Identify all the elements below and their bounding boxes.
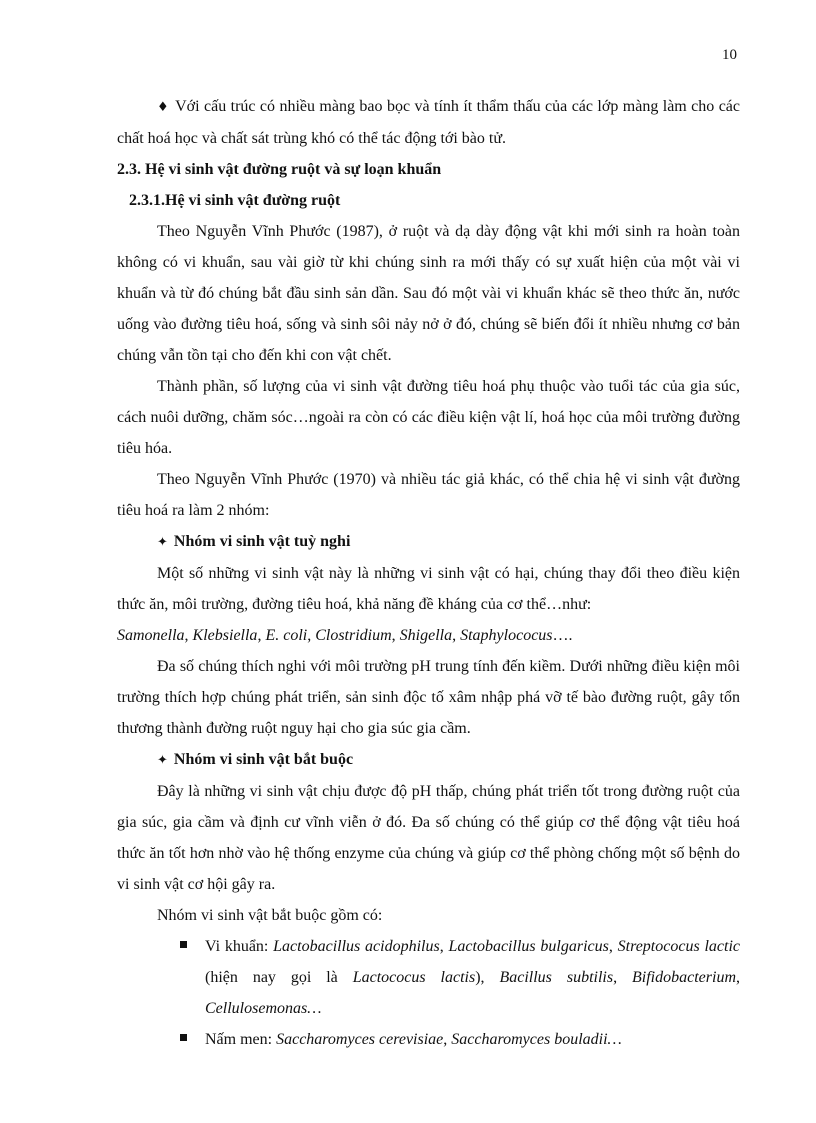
group-heading-facultative <box>117 526 740 558</box>
organism-list <box>117 931 740 1055</box>
square-bullet-icon <box>180 1034 187 1041</box>
list-text: ), <box>475 969 500 986</box>
list-item-prefix: Nấm men: <box>205 1031 273 1048</box>
group1-paragraph-b: Đa số chúng thích nghi với môi trường pH trung tính đến kiềm. Dưới những điều kiện môi trường thích hợp chúng phát triển, sản sinh độc tố xâm nhập phá vỡ tế bào đường ruột, gây tổn thương thành đường ruột nguy hại cho gia súc gia cầm. <box>117 658 740 737</box>
species-item: Shigella <box>399 627 453 644</box>
list-item-bacteria <box>177 931 740 1024</box>
bullet-paragraph <box>117 91 740 154</box>
group-heading-facultative-text: Nhóm vi sinh vật tuỳ nghi <box>173 533 351 550</box>
species-item: Lactobacillus bulgaricus <box>448 938 609 955</box>
species-item: Saccharomyces cerevisiae <box>276 1031 444 1048</box>
species-item: Lactococus lactis <box>352 969 476 986</box>
species-item: Saccharomyces bouladii… <box>451 1031 622 1048</box>
species-item: Samonella <box>117 627 185 644</box>
separator: , <box>736 969 740 986</box>
square-bullet-icon <box>180 941 187 948</box>
group2-paragraph-b: Nhóm vi sinh vật bắt buộc gồm có: <box>157 907 383 924</box>
group-heading-obligate-text: Nhóm vi sinh vật bắt buộc <box>173 751 354 768</box>
star-bullet-icon: ✦ <box>157 753 168 768</box>
separator: , <box>443 1031 452 1048</box>
separator: , <box>613 969 618 986</box>
species-item: Streptococus lactic <box>617 938 740 955</box>
group2-paragraph-a: Đây là những vi sinh vật chịu được độ pH thấp, chúng phát triển tốt trong đường ruột của gia súc, gia cầm và định cư vĩnh viễn ở đó. Đa số chúng có thể giúp cơ thể động vật tiêu hoá thức ăn tốt hơn nhờ vào hệ thống enzyme của chúng và giúp cơ thể phòng chống một số bệnh do vi sinh vật cơ hội gây ra. <box>117 783 740 893</box>
list-item-yeast <box>177 1024 740 1055</box>
paragraph-2: Thành phần, số lượng của vi sinh vật đường tiêu hoá phụ thuộc vào tuổi tác của gia súc, cách nuôi dưỡng, chăm sóc…ngoài ra còn có các điều kiện vật lí, hoá học của môi trường đường tiêu hóa. <box>117 378 740 457</box>
diamond-bullet-icon: ♦ <box>157 100 170 115</box>
species-item: Lactobacillus acidophilus <box>273 938 440 955</box>
species-item: Staphylococus <box>460 627 553 644</box>
paragraph-3: Theo Nguyễn Vĩnh Phước (1970) và nhiều tác giả khác, có thể chia hệ vi sinh vật đường tiêu hoá ra làm 2 nhóm: <box>117 471 740 519</box>
species-item: Bifidobacterium <box>632 969 736 986</box>
separator: , <box>439 938 444 955</box>
species-ellipsis: …. <box>552 627 573 644</box>
list-text: (hiện nay gọi là <box>205 969 353 986</box>
star-bullet-icon: ✦ <box>157 535 168 550</box>
section-heading-2-3: 2.3. Hệ vi sinh vật đường ruột và sự loạn khuẩn <box>117 161 442 178</box>
species-item: Bacillus subtilis <box>499 969 614 986</box>
species-item: E. coli <box>265 627 308 644</box>
group1-paragraph-a: Một số những vi sinh vật này là những vi sinh vật có hại, chúng thay đổi theo điều kiện thức ăn, môi trường, đường tiêu hoá, khả năng đề kháng của cơ thể…như: Samonella, Klebsiella, E. coli, Clostridium, Shigella, Staphylococus…. <box>117 565 740 644</box>
list-item-prefix: Vi khuẩn: <box>205 938 269 955</box>
bullet-paragraph-text: Với cấu trúc có nhiều màng bao bọc và tính ít thẩm thấu của các lớp màng làm cho các chất hoá học và chất sát trùng khó có thể tác động tới bào tử. <box>117 98 741 147</box>
species-item: Klebsiella <box>192 627 258 644</box>
separator: , <box>608 938 613 955</box>
page-number: 10 <box>722 47 737 63</box>
group1-para-a-text: Một số những vi sinh vật này là những vi sinh vật có hại, chúng thay đổi theo điều kiện thức ăn, môi trường, đường tiêu hoá, khả năng đề kháng của cơ thể…như: <box>117 565 740 613</box>
page-content <box>117 91 740 1055</box>
group-heading-obligate <box>117 744 740 776</box>
section-heading-2-3-1: 2.3.1.Hệ vi sinh vật đường ruột <box>129 192 341 209</box>
species-item: Cellulosemonas… <box>205 1000 322 1017</box>
species-item: Clostridium <box>315 627 392 644</box>
paragraph-1: Theo Nguyễn Vĩnh Phước (1987), ở ruột và dạ dày động vật khi mới sinh ra hoàn toàn không có vi khuẩn, sau vài giờ từ khi chúng sinh ra mới thấy có sự xuất hiện của một vài vi khuẩn và từ đó chúng bắt đầu sinh sản dần. Sau đó một vài vi khuẩn khác sẽ theo thức ăn, nước uống vào đường tiêu hoá, sống và sinh sôi nảy nở ở đó, chúng sẽ biến đổi ít nhiều nhưng cơ bản chúng vẫn tồn tại cho đến khi con vật chết. <box>117 223 740 364</box>
